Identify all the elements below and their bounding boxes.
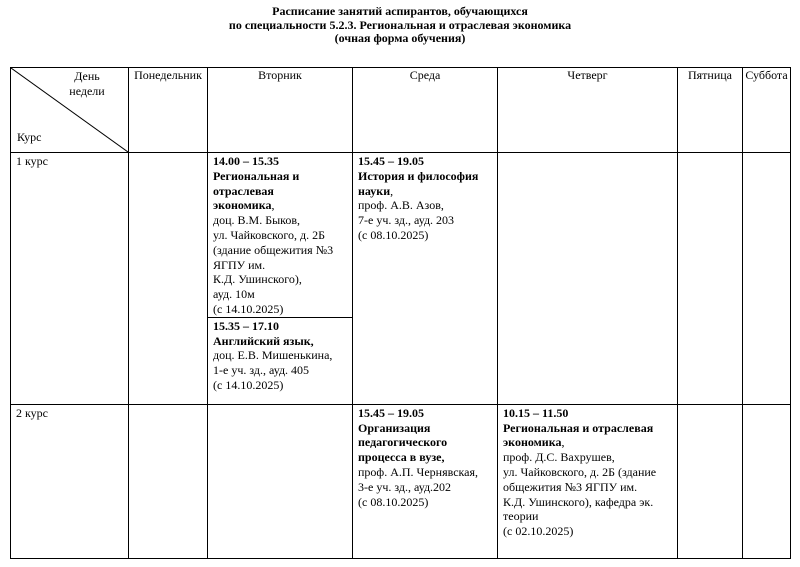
page-title	[0, 5, 800, 46]
cell-course1-thursday	[498, 153, 678, 405]
lesson-course1-tuesday-2: 15.35 – 17.10 Английский язык, доц. Е.В. Мишенькина, 1-е уч. зд., ауд. 405 (с 14.10.2025)	[208, 317, 353, 404]
cell-course1-saturday	[743, 153, 791, 405]
day-header-thursday: Четверг	[498, 68, 678, 153]
cell-course1-monday	[129, 153, 208, 405]
course1-row-a	[11, 153, 791, 318]
day-header-tuesday: Вторник	[208, 68, 353, 153]
cell-course2-saturday	[743, 404, 791, 558]
corner-axis-course: Курс	[17, 130, 42, 145]
corner-day-line1: День	[74, 69, 100, 83]
cell-course2-monday	[129, 404, 208, 558]
cell-course2-friday	[678, 404, 743, 558]
day-header-wednesday: Среда	[353, 68, 498, 153]
lesson-course1-tuesday-1: 14.00 – 15.35 Региональная и отраслевая экономика, доц. В.М. Быков, ул. Чайковского, д. 2Б (здание общежития №3 ЯГПУ им. К.Д. Ушинского), ауд. 10м (с 14.10.2025)	[208, 153, 353, 318]
lesson-course2-wednesday: 15.45 – 19.05 Организация педагогического процесса в вузе, проф. А.П. Чернявская, 3-е уч. зд., ауд.202 (с 08.10.2025)	[353, 404, 498, 558]
lesson-course2-thursday: 10.15 – 11.50 Региональная и отраслевая экономика, проф. Д.С. Вахрушев, ул. Чайковского, д. 2Б (здание общежития №3 ЯГПУ им. К.Д. Ушинского), кафедра эк. теории (с 02.10.2025)	[498, 404, 678, 558]
course1-label-cell: 1 курс	[11, 153, 129, 405]
cell-course1-friday	[678, 153, 743, 405]
cell-course2-tuesday	[208, 404, 353, 558]
corner-cell	[11, 68, 129, 153]
course2-row	[11, 404, 791, 558]
header-row	[11, 68, 791, 153]
title-line-1: Расписание занятий аспирантов, обучающихся	[272, 4, 528, 18]
corner-day-line2: недели	[69, 83, 105, 98]
title-line-2: по специальности 5.2.3. Региональная и отраслевая экономика	[228, 17, 572, 32]
day-header-saturday: Суббота	[743, 68, 791, 153]
corner-axis-day-of-week	[56, 69, 118, 99]
title-line-3: (очная форма обучения)	[334, 31, 466, 45]
lesson-course1-wednesday: 15.45 – 19.05 История и философия науки, проф. А.В. Азов, 7-е уч. зд., ауд. 203 (с 08.10.2025)	[353, 153, 498, 405]
day-header-monday: Понедельник	[129, 68, 208, 153]
day-header-friday: Пятница	[678, 68, 743, 153]
schedule-table	[10, 67, 791, 559]
course2-label-cell: 2 курс	[11, 404, 129, 558]
